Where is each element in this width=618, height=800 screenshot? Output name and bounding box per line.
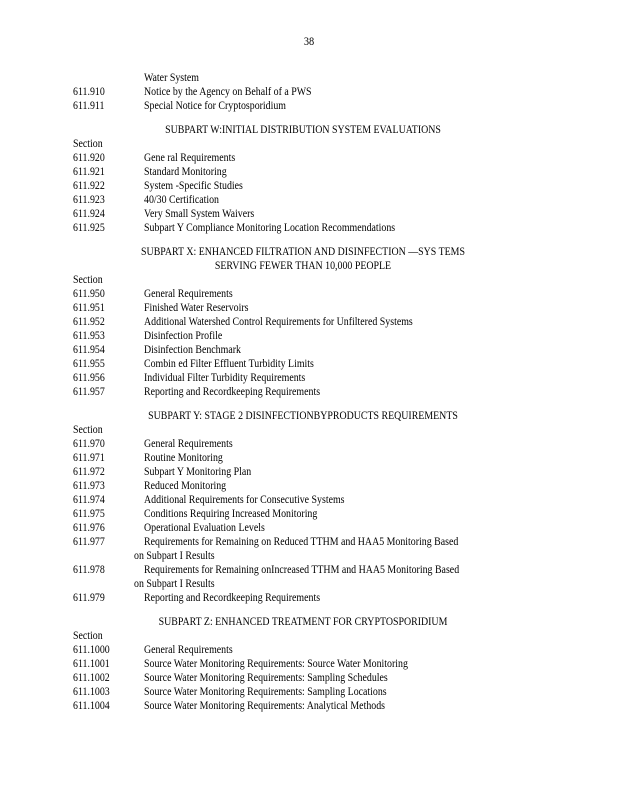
section-title: General Requirements [144,644,233,656]
section-title: Special Notice for Cryptosporidium [144,100,287,112]
section-label: Section [73,630,103,642]
section-title: Reporting and Recordkeeping Requirements [144,592,321,604]
section-title: Requirements for Remaining onIncreased TTHM and HAA5 Monitoring Based [144,564,460,576]
section-title: Additional Watershed Control Requirements for Unfiltered Systems [144,316,413,328]
subpart-z [73,615,533,713]
section-number: 611.1003 [73,686,110,698]
list-item [73,207,533,221]
section-number: 611.950 [73,288,105,300]
list-item [73,479,533,493]
section-number: 611.971 [73,452,105,464]
section-number: 611.977 [73,536,105,548]
list-item [73,343,533,357]
section-title: Notice by the Agency on Behalf of a PWS [144,86,312,98]
section-title: 40/30 Certification [144,194,219,206]
section-title: Conditions Requiring Increased Monitoring [144,508,318,520]
section-number: 611.1004 [73,700,110,712]
subpart-x-heading [105,245,501,273]
section-title: Disinfection Benchmark [144,344,241,356]
table-of-contents [73,71,533,713]
section-number: 611.1000 [73,644,110,656]
section-title: Combin ed Filter Effluent Turbidity Limits [144,358,314,370]
section-title: Finished Water Reservoirs [144,302,249,314]
list-item [73,151,533,165]
section-number: 611.972 [73,466,105,478]
list-item [73,535,533,549]
subpart-x-heading-line2: SERVING FEWER THAN 10,000 PEOPLE [214,260,392,272]
section-label: Section [73,274,103,286]
section-number: 611.978 [73,564,105,576]
section-title: Requirements for Remaining on Reduced TTHM and HAA5 Monitoring Based [144,536,459,548]
subpart-y-heading: SUBPART Y: STAGE 2 DISINFECTIONBYPRODUCTS REQUIREMENTS [148,410,458,422]
section-title: Routine Monitoring [144,452,223,464]
list-item [73,685,533,699]
section-number: 611.953 [73,330,105,342]
section-number: 611.952 [73,316,105,328]
list-item [73,451,533,465]
section-title: Source Water Monitoring Requirements: Analytical Methods [144,700,386,712]
subpart-z-heading: SUBPART Z: ENHANCED TREATMENT FOR CRYPTOSPORIDIUM [158,616,448,628]
section-number: 611.974 [73,494,105,506]
list-item [73,371,533,385]
section-title: Source Water Monitoring Requirements: Sampling Schedules [144,672,388,684]
section-number: 611.910 [73,86,105,98]
subpart-x [73,245,533,399]
list-item [73,357,533,371]
section-title-continuation: on Subpart I Results [134,550,215,562]
subpart-w [73,123,533,235]
section-title: Operational Evaluation Levels [144,522,265,534]
list-item [73,301,533,315]
section-number: 611.975 [73,508,105,520]
list-item [73,193,533,207]
list-item [73,657,533,671]
section-title: Standard Monitoring [144,166,227,178]
section-title: Individual Filter Turbidity Requirements [144,372,306,384]
list-item [73,507,533,521]
list-item [73,563,533,577]
list-item [73,287,533,301]
intro-list [73,71,533,113]
section-number: 611.924 [73,208,105,220]
section-title: General Requirements [144,288,233,300]
section-title: Reporting and Recordkeeping Requirements [144,386,321,398]
subpart-x-heading-line1: SUBPART X: ENHANCED FILTRATION AND DISINFECTION —SYS TEMS [141,246,465,258]
section-number: 611.973 [73,480,105,492]
section-label: Section [73,424,103,436]
section-number: 611.955 [73,358,105,370]
section-title: Very Small System Waivers [144,208,255,220]
list-item [73,221,533,235]
list-item [73,437,533,451]
list-item [73,671,533,685]
section-title: General Requirements [144,438,233,450]
section-title: Subpart Y Monitoring Plan [144,466,252,478]
section-number: 611.923 [73,194,105,206]
section-number: 611.925 [73,222,105,234]
section-number: 611.956 [73,372,105,384]
section-title: Disinfection Profile [144,330,223,342]
list-item [73,465,533,479]
subpart-y [73,409,533,605]
section-number: 611.979 [73,592,105,604]
section-number [73,71,134,85]
list-item [73,521,533,535]
section-title: System -Specific Studies [144,180,243,192]
section-number: 611.1002 [73,672,110,684]
section-title: Reduced Monitoring [144,480,227,492]
section-number: 611.1001 [73,658,110,670]
section-title-continuation: on Subpart I Results [134,578,215,590]
list-item [73,591,533,605]
section-title: Water System [144,72,199,84]
list-item [73,493,533,507]
section-number: 611.922 [73,180,105,192]
list-item [73,71,533,85]
section-number: 611.957 [73,386,105,398]
list-item [73,385,533,399]
list-item [73,165,533,179]
list-item [73,85,533,99]
list-item [73,329,533,343]
section-title: Source Water Monitoring Requirements: Sampling Locations [144,686,387,698]
section-number: 611.976 [73,522,105,534]
section-number: 611.911 [73,100,105,112]
subpart-w-heading: SUBPART W:INITIAL DISTRIBUTION SYSTEM EVALUATIONS [165,124,441,136]
section-number: 611.921 [73,166,105,178]
list-item [73,179,533,193]
section-title: Gene ral Requirements [144,152,236,164]
list-item [73,643,533,657]
list-item [73,315,533,329]
section-number: 611.970 [73,438,105,450]
section-number: 611.954 [73,344,105,356]
section-title: Additional Requirements for Consecutive Systems [144,494,345,506]
section-title: Subpart Y Compliance Monitoring Location Recommendations [144,222,396,234]
list-item [73,99,533,113]
list-item [73,699,533,713]
section-number: 611.951 [73,302,105,314]
section-label: Section [73,138,103,150]
section-title: Source Water Monitoring Requirements: Source Water Monitoring [144,658,408,670]
section-number: 611.920 [73,152,105,164]
page-number: 38 [303,34,315,48]
